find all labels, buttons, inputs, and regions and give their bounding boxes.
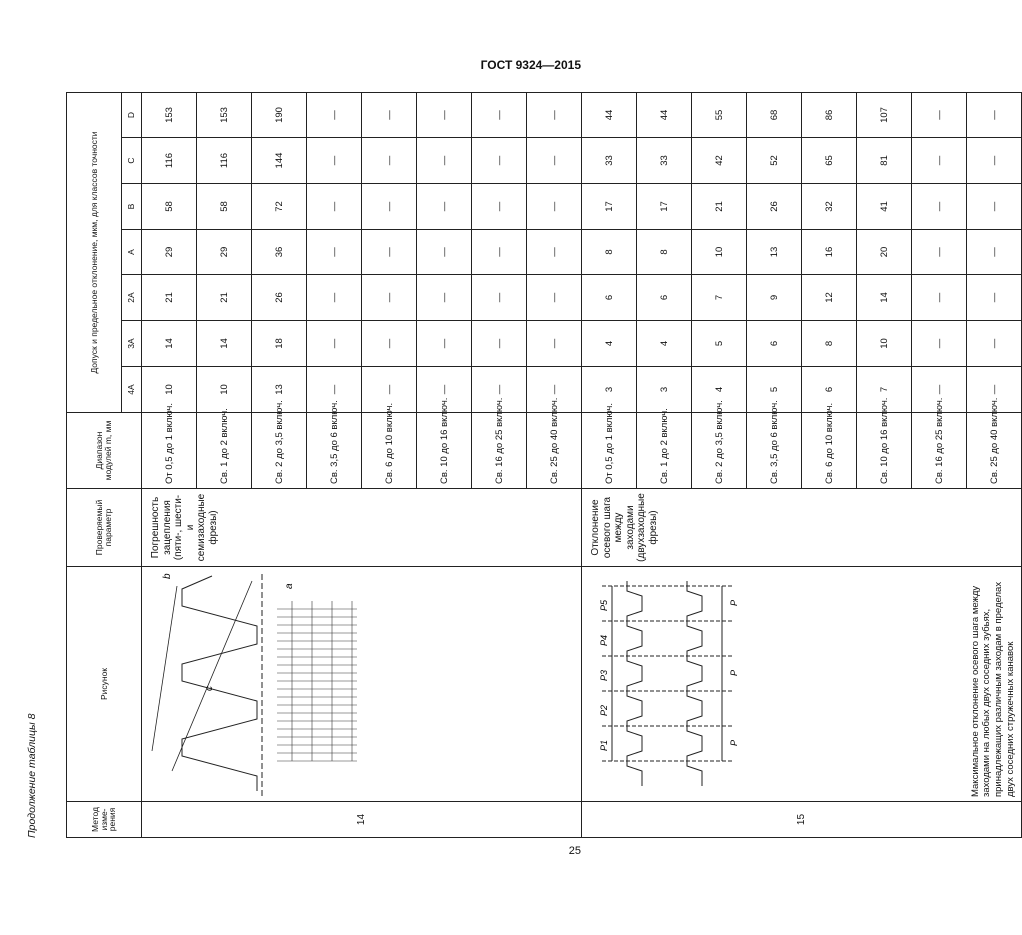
tolerance-value: 9 <box>747 275 802 321</box>
tolerance-value: 16 <box>802 230 857 275</box>
tolerance-value: — <box>307 321 362 367</box>
tolerance-value: 153 <box>197 92 252 137</box>
tolerance-value: — <box>362 230 417 275</box>
tolerance-value: — <box>307 138 362 184</box>
tolerance-value: 116 <box>197 138 252 184</box>
tolerance-value: — <box>912 321 967 367</box>
tolerance-value: — <box>472 367 527 413</box>
figure-14-mesh-error <box>142 566 581 801</box>
table-row <box>142 92 197 837</box>
table-row <box>582 92 637 837</box>
tolerance-value: — <box>967 275 1022 321</box>
tolerance-value: — <box>307 367 362 413</box>
header-range: Диапазон модулей m, мм <box>67 413 142 489</box>
class-header: А <box>122 230 142 275</box>
tolerance-value: 4 <box>582 321 637 367</box>
label-p: P <box>729 739 739 746</box>
tolerance-value: — <box>362 92 417 137</box>
tolerance-value: 13 <box>747 230 802 275</box>
tolerance-value: 14 <box>142 321 197 367</box>
tolerance-value: — <box>417 138 472 184</box>
tolerance-value: — <box>472 230 527 275</box>
tolerance-value: 7 <box>857 367 912 413</box>
checked-parameter: Отклонение осевого шага между заходами (двухзаходные фрезы) <box>582 489 1022 567</box>
tolerance-value: — <box>967 184 1022 230</box>
label-p: P <box>729 669 739 676</box>
tolerance-value: 72 <box>252 184 307 230</box>
tolerance-value: 4 <box>692 367 747 413</box>
header-method: Метод изме- рения <box>67 802 142 838</box>
figure-15-caption: Максимальное отклонение осевого шага между заходами на любых двух соседних зубьях, принадлежащих различным заходам в пределах двух соседних стружечных канавок <box>969 581 1017 797</box>
tolerance-value: 36 <box>252 230 307 275</box>
checked-parameter: Погрешность зацепления (пяти-, шести- и семизаходные фрезы) <box>142 489 582 567</box>
tolerance-value: 81 <box>857 138 912 184</box>
class-header: С <box>122 138 142 184</box>
tolerance-value: 44 <box>637 92 692 137</box>
tolerance-value: 190 <box>252 92 307 137</box>
tolerance-value: — <box>967 138 1022 184</box>
module-range: Св. 10 до 16 включ. <box>857 413 912 489</box>
section-14 <box>142 92 582 837</box>
tolerance-value: — <box>362 275 417 321</box>
label-p2: P2 <box>599 704 609 716</box>
tolerance-value: — <box>967 321 1022 367</box>
label-p: P <box>729 599 739 606</box>
tolerance-value: — <box>967 230 1022 275</box>
tolerance-value: — <box>417 321 472 367</box>
tolerance-value: 5 <box>692 321 747 367</box>
tolerance-value: 21 <box>142 275 197 321</box>
tolerance-value: — <box>417 92 472 137</box>
tolerance-value: 3 <box>582 367 637 413</box>
tolerance-table <box>66 92 1022 838</box>
tolerance-value: 55 <box>692 92 747 137</box>
module-range: Св. 1 до 2 включ. <box>637 413 692 489</box>
module-range: Св. 25 до 40 включ. <box>967 413 1022 489</box>
tolerance-value: 14 <box>857 275 912 321</box>
tolerance-value: 33 <box>582 138 637 184</box>
class-header: 2А <box>122 275 142 321</box>
tolerance-value: — <box>362 321 417 367</box>
tolerance-value: 13 <box>252 367 307 413</box>
tolerance-value: 58 <box>197 184 252 230</box>
tolerance-value: 42 <box>692 138 747 184</box>
tolerance-value: 6 <box>637 275 692 321</box>
module-range: Св. 1 до 2 включ. <box>197 413 252 489</box>
tolerance-value: 33 <box>637 138 692 184</box>
section-15 <box>582 92 1022 837</box>
tolerance-value: 17 <box>637 184 692 230</box>
tolerance-value: 8 <box>637 230 692 275</box>
tolerance-value: 65 <box>802 138 857 184</box>
tolerance-value: — <box>472 138 527 184</box>
figure-cell <box>582 567 1022 802</box>
tolerance-value: — <box>912 367 967 413</box>
tolerance-value: — <box>417 367 472 413</box>
module-range: Св. 16 до 25 включ. <box>912 413 967 489</box>
tolerance-value: — <box>527 275 582 321</box>
header-param: Проверяемый параметр <box>67 489 142 567</box>
tolerance-value: 3 <box>637 367 692 413</box>
tolerance-value: 29 <box>142 230 197 275</box>
module-range: Св. 10 до 16 включ. <box>417 413 472 489</box>
tolerance-value: 18 <box>252 321 307 367</box>
tolerance-value: 7 <box>692 275 747 321</box>
method-number: 14 <box>142 802 582 838</box>
tolerance-value: — <box>967 92 1022 137</box>
figure-15-axial-pitch <box>582 566 1021 801</box>
module-range: Св. 25 до 40 включ. <box>527 413 582 489</box>
tolerance-value: — <box>527 321 582 367</box>
module-range: От 0,5 до 1 включ. <box>142 413 197 489</box>
tolerance-value: 12 <box>802 275 857 321</box>
tolerance-value: 52 <box>747 138 802 184</box>
tolerance-value: 10 <box>857 321 912 367</box>
tolerance-value: — <box>912 184 967 230</box>
tolerance-value: — <box>362 367 417 413</box>
module-range: Св. 6 до 10 включ. <box>802 413 857 489</box>
tolerance-value: 6 <box>747 321 802 367</box>
label-p1: P1 <box>599 739 609 751</box>
tolerance-value: — <box>417 230 472 275</box>
tolerance-value: — <box>967 367 1022 413</box>
tolerance-value: — <box>307 230 362 275</box>
header-tolerance: Допуск и предельное отклонение, мкм, для классов точности <box>67 92 122 412</box>
rotated-table-container <box>66 93 1017 838</box>
tolerance-value: — <box>527 138 582 184</box>
standard-number: ГОСТ 9324—2015 <box>480 58 581 72</box>
class-header: В <box>122 184 142 230</box>
tolerance-value: — <box>417 184 472 230</box>
table-continuation-caption: Продолжение таблицы 8 <box>26 713 38 838</box>
tolerance-value: 6 <box>802 367 857 413</box>
label-p5: P5 <box>599 599 609 611</box>
module-range: Св. 3,5 до 6 включ. <box>747 413 802 489</box>
tolerance-value: 153 <box>142 92 197 137</box>
tolerance-value: 10 <box>197 367 252 413</box>
tolerance-value: 44 <box>582 92 637 137</box>
tolerance-value: — <box>307 184 362 230</box>
tolerance-value: 144 <box>252 138 307 184</box>
label-p3: P3 <box>599 669 609 681</box>
tolerance-value: — <box>912 92 967 137</box>
tolerance-value: 107 <box>857 92 912 137</box>
label-a: a <box>284 583 295 589</box>
tolerance-value: — <box>362 138 417 184</box>
tolerance-value: — <box>472 321 527 367</box>
module-range: Св. 3,5 до 6 включ. <box>307 413 362 489</box>
tolerance-value: 32 <box>802 184 857 230</box>
header-figure: Рисунок <box>67 567 142 802</box>
module-range: Св. 6 до 10 включ. <box>362 413 417 489</box>
tolerance-value: — <box>912 275 967 321</box>
tolerance-value: 6 <box>582 275 637 321</box>
tolerance-value: 116 <box>142 138 197 184</box>
tolerance-value: — <box>362 184 417 230</box>
figure-cell <box>142 567 582 802</box>
tolerance-value: 21 <box>692 184 747 230</box>
tolerance-value: — <box>912 230 967 275</box>
tolerance-value: 21 <box>197 275 252 321</box>
module-range: От 0,5 до 1 включ. <box>582 413 637 489</box>
module-range: Св. 16 до 25 включ. <box>472 413 527 489</box>
tolerance-value: 5 <box>747 367 802 413</box>
tolerance-value: 10 <box>692 230 747 275</box>
tolerance-value: 86 <box>802 92 857 137</box>
label-p4: P4 <box>599 634 609 646</box>
tolerance-value: 4 <box>637 321 692 367</box>
label-c: c <box>204 686 215 691</box>
tolerance-value: 8 <box>582 230 637 275</box>
tolerance-value: — <box>527 230 582 275</box>
class-header: 4А <box>122 367 142 413</box>
tolerance-value: — <box>472 275 527 321</box>
tolerance-value: — <box>527 184 582 230</box>
hob-tooth-profile-drawing <box>142 566 372 801</box>
tolerance-value: 26 <box>252 275 307 321</box>
tolerance-value: — <box>307 92 362 137</box>
tolerance-value: 20 <box>857 230 912 275</box>
tolerance-value: — <box>527 92 582 137</box>
tolerance-value: 41 <box>857 184 912 230</box>
label-b: b <box>162 573 173 579</box>
tolerance-value: — <box>472 184 527 230</box>
two-start-pitch-drawing <box>582 566 772 801</box>
class-header: D <box>122 92 142 137</box>
module-range: Св. 2 до 3,5 включ. <box>252 413 307 489</box>
tolerance-value: — <box>307 275 362 321</box>
tolerance-value: — <box>417 275 472 321</box>
tolerance-value: — <box>912 138 967 184</box>
tolerance-value: 68 <box>747 92 802 137</box>
tolerance-value: — <box>472 92 527 137</box>
tolerance-value: 10 <box>142 367 197 413</box>
page-number: 25 <box>568 845 581 857</box>
tolerance-value: 8 <box>802 321 857 367</box>
tolerance-value: 17 <box>582 184 637 230</box>
tolerance-value: 14 <box>197 321 252 367</box>
tolerance-value: — <box>527 367 582 413</box>
class-header: 3А <box>122 321 142 367</box>
method-number: 15 <box>582 802 1022 838</box>
tolerance-value: 29 <box>197 230 252 275</box>
tolerance-value: 26 <box>747 184 802 230</box>
tolerance-value: 58 <box>142 184 197 230</box>
module-range: Св. 2 до 3,5 включ. <box>692 413 747 489</box>
